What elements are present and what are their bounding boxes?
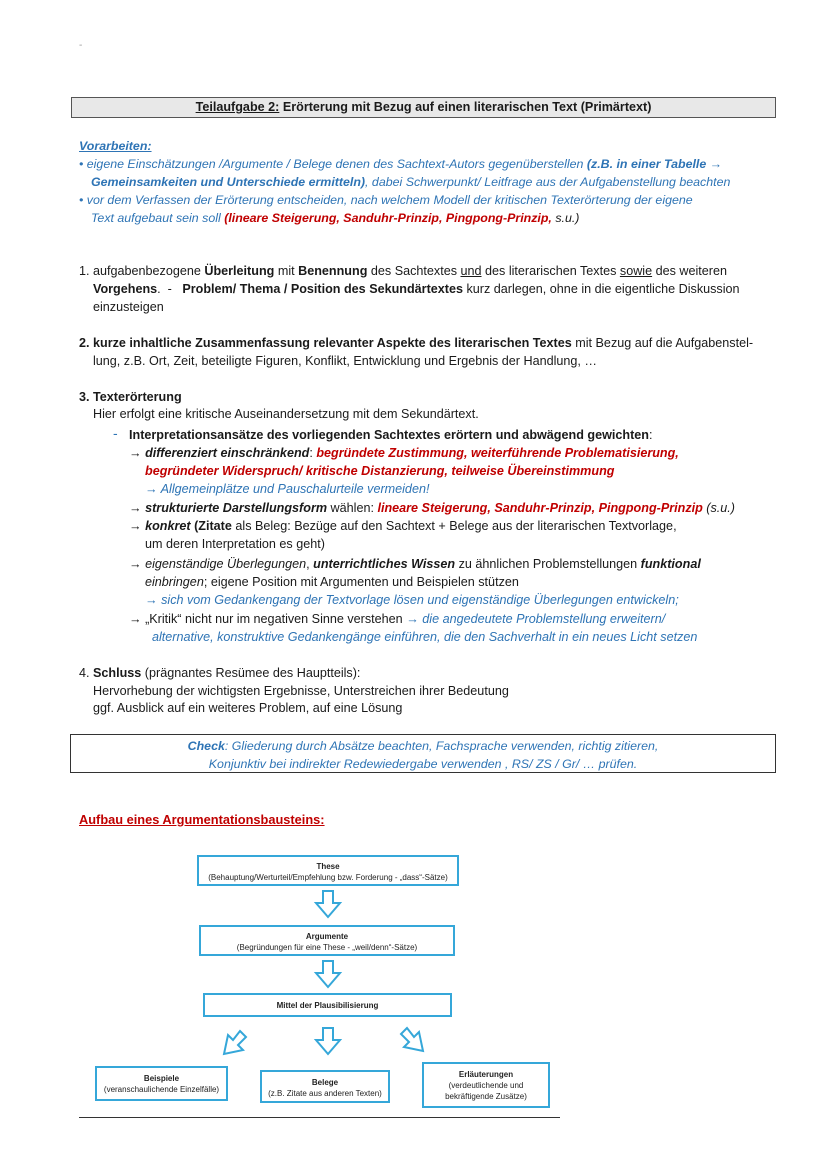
- flow-mittel-title: Mittel der Plausibilisierung: [276, 1001, 379, 1010]
- flow-these-title: These: [316, 862, 340, 871]
- check-line-2: Konjunktiv bei indirekter Redewiedergabe verwenden , RS/ ZS / Gr/ … prüfen.: [208, 757, 638, 771]
- arrow: →: [129, 519, 146, 533]
- flow-arg-title: Argumente: [305, 932, 349, 941]
- item-3-line-2: um deren Interpretation es geht): [145, 537, 325, 551]
- text: s.u.): [551, 211, 580, 225]
- page-mark: -: [79, 40, 83, 51]
- flow-beispiele-sub: (veranschaulichende Einzelfälle): [103, 1085, 220, 1094]
- text: des Sachtextes: [367, 264, 461, 278]
- text: mit: [274, 264, 299, 278]
- text-bold: (z.B. in einer Tabelle →: [586, 157, 723, 171]
- flow-these-sub: (Behauptung/Werturteil/Empfehlung bzw. Forderung - „dass“-Sätze): [208, 873, 448, 882]
- text-red: (lineare Steigerung, Sanduhr-Prinzip, Pingpong-Prinzip,: [224, 211, 552, 225]
- text: Text aufgebaut sein soll: [91, 211, 225, 225]
- arrow-down-icon: [316, 1028, 340, 1054]
- text: . -: [157, 282, 183, 296]
- text: 4.: [79, 666, 94, 680]
- task-title-text: Erörterung mit Bezug auf einen literarischen Text (Primärtext): [279, 100, 652, 114]
- text: • eigene Einschätzungen /Argumente / Belege denen des Sachtext-Autors gegenüberstellen: [79, 157, 587, 171]
- item-1-line-2: begründeter Widerspruch/ kritische Distanzierung, teilweise Übereinstimmung: [145, 464, 615, 478]
- flow-arg-sub: (Begründungen für eine These - „weil/denn“-Sätze): [236, 943, 418, 952]
- text: : Gliederung durch Absätze beachten, Fachsprache verwenden, richtig zitieren,: [224, 739, 659, 753]
- text: 1. aufgabenbezogene: [79, 264, 205, 278]
- flow-erl-title: Erläuterungen: [458, 1070, 514, 1079]
- text-bold: Überleitung: [204, 264, 275, 278]
- text: mit Bezug auf die Aufgabenstel-: [571, 336, 754, 350]
- text: → „Kritik“ nicht nur im negativen Sinne verstehen: [129, 612, 407, 626]
- vorarbeiten-heading: Vorarbeiten:: [79, 139, 152, 153]
- text-italic: einbringen: [145, 575, 204, 589]
- text-blue: → die angedeutete Problemstellung erweitern/: [406, 612, 666, 626]
- text: zu ähnlichen Problemstellungen: [455, 557, 641, 571]
- section-2-line-2: lung, z.B. Ort, Zeit, beteiligte Figuren, Konflikt, Entwicklung und Ergebnis der Handlung, …: [93, 354, 598, 368]
- item-5-line-2: alternative, konstruktive Gedankengänge einführen, die den Sachverhalt in ein neues Licht setzen: [152, 630, 698, 644]
- text-bold: Vorgehens: [93, 282, 158, 296]
- text: , dabei Schwerpunkt/ Leitfrage aus der Aufgabenstellung beachten: [365, 175, 731, 189]
- check-label: Check: [187, 739, 225, 753]
- section-1-line-3: einzusteigen: [93, 300, 164, 314]
- text-bold: Problem/ Thema / Position des Sekundärtextes: [182, 282, 463, 296]
- section-3-heading: 3. Texterörterung: [79, 390, 182, 404]
- arrow-down-right-icon: [401, 1028, 423, 1051]
- text: des literarischen Textes: [481, 264, 620, 278]
- text-underline: und: [460, 264, 482, 278]
- text: des weiteren: [652, 264, 727, 278]
- section-3-intro: Hier erfolgt eine kritische Auseinandersetzung mit dem Sekundärtext.: [93, 407, 479, 421]
- text-bold: Zitate: [198, 519, 232, 533]
- arrow: →: [129, 501, 146, 515]
- flow-erl-sub-1: (verdeutlichende und: [448, 1081, 524, 1090]
- text: (prägnantes Resümee des Hauptteils):: [141, 666, 361, 680]
- arrow-down-left-icon: [224, 1031, 246, 1054]
- flow-belege-sub: (z.B. Zitate aus anderen Texten): [268, 1089, 382, 1098]
- section-3-dash: -: [113, 425, 118, 441]
- text-bold: konkret: [145, 519, 191, 533]
- task-title-label: Teilaufgabe 2:: [195, 100, 280, 114]
- flow-erl-sub-2: bekräftigende Zusätze): [445, 1092, 527, 1101]
- text-bold: differenziert einschränkend: [145, 446, 310, 460]
- text-underline: sowie: [619, 264, 653, 278]
- text: :: [309, 446, 317, 460]
- text-italic: eigenständige Überlegungen: [145, 557, 307, 571]
- flow-beispiele-title: Beispiele: [143, 1074, 180, 1083]
- text-red: begründete Zustimmung, weiterführende Problematisierung,: [316, 446, 679, 460]
- text: kurz darlegen, ohne in die eigentliche Diskussion: [463, 282, 740, 296]
- text-bold: Gemeinsamkeiten und Unterschiede ermitteln): [91, 175, 366, 189]
- text: :: [648, 428, 653, 442]
- flow-belege-title: Belege: [311, 1078, 339, 1087]
- item-1-line-3: → Allgemeinplätze und Pauschalurteile vermeiden!: [145, 482, 430, 496]
- arrow-down-icon: [316, 961, 340, 987]
- bottom-rule: [79, 1117, 560, 1118]
- text-bold: unterrichtliches Wissen: [313, 557, 456, 571]
- item-4-line-3: → sich vom Gedankengang der Textvorlage lösen und eigenständige Überlegungen entwickeln;: [145, 593, 679, 607]
- text: (s.u.): [702, 501, 735, 515]
- text-red: lineare Steigerung, Sanduhr-Prinzip, Pingpong-Prinzip: [377, 501, 703, 515]
- section-4-line-2: Hervorhebung der wichtigsten Ergebnisse, Unterstreichen ihrer Bedeutung: [93, 684, 509, 698]
- arrow: →: [129, 446, 146, 460]
- arrow-down-icon: [316, 891, 340, 917]
- aufbau-heading: Aufbau eines Argumentationsbausteins:: [79, 812, 325, 827]
- text: (: [190, 519, 199, 533]
- text: ,: [306, 557, 314, 571]
- text: als Beleg: Bezüge auf den Sachtext + Belege aus der literarischen Textvorlage,: [231, 519, 677, 533]
- arrow: →: [129, 557, 146, 571]
- text: ; eigene Position mit Argumenten und Beispielen stützen: [203, 575, 519, 589]
- text-bold: 2. kurze inhaltliche Zusammenfassung relevanter Aspekte des literarischen Textes: [79, 336, 572, 350]
- text-bold: strukturierte Darstellungsform: [145, 501, 328, 515]
- text-bold: funktional: [640, 557, 701, 571]
- section-4-line-3: ggf. Ausblick auf ein weiteres Problem, auf eine Lösung: [93, 701, 403, 715]
- vorarbeiten-bullet-2: • vor dem Verfassen der Erörterung entscheiden, nach welchem Modell der kritischen Texterörterung der eigene: [79, 193, 693, 207]
- text-bold: Schluss: [93, 666, 142, 680]
- text-bold: Benennung: [298, 264, 368, 278]
- text-bold: Interpretationsansätze des vorliegenden Sachtextes erörtern und abwägend gewichten: [129, 428, 649, 442]
- text: wählen:: [327, 501, 378, 515]
